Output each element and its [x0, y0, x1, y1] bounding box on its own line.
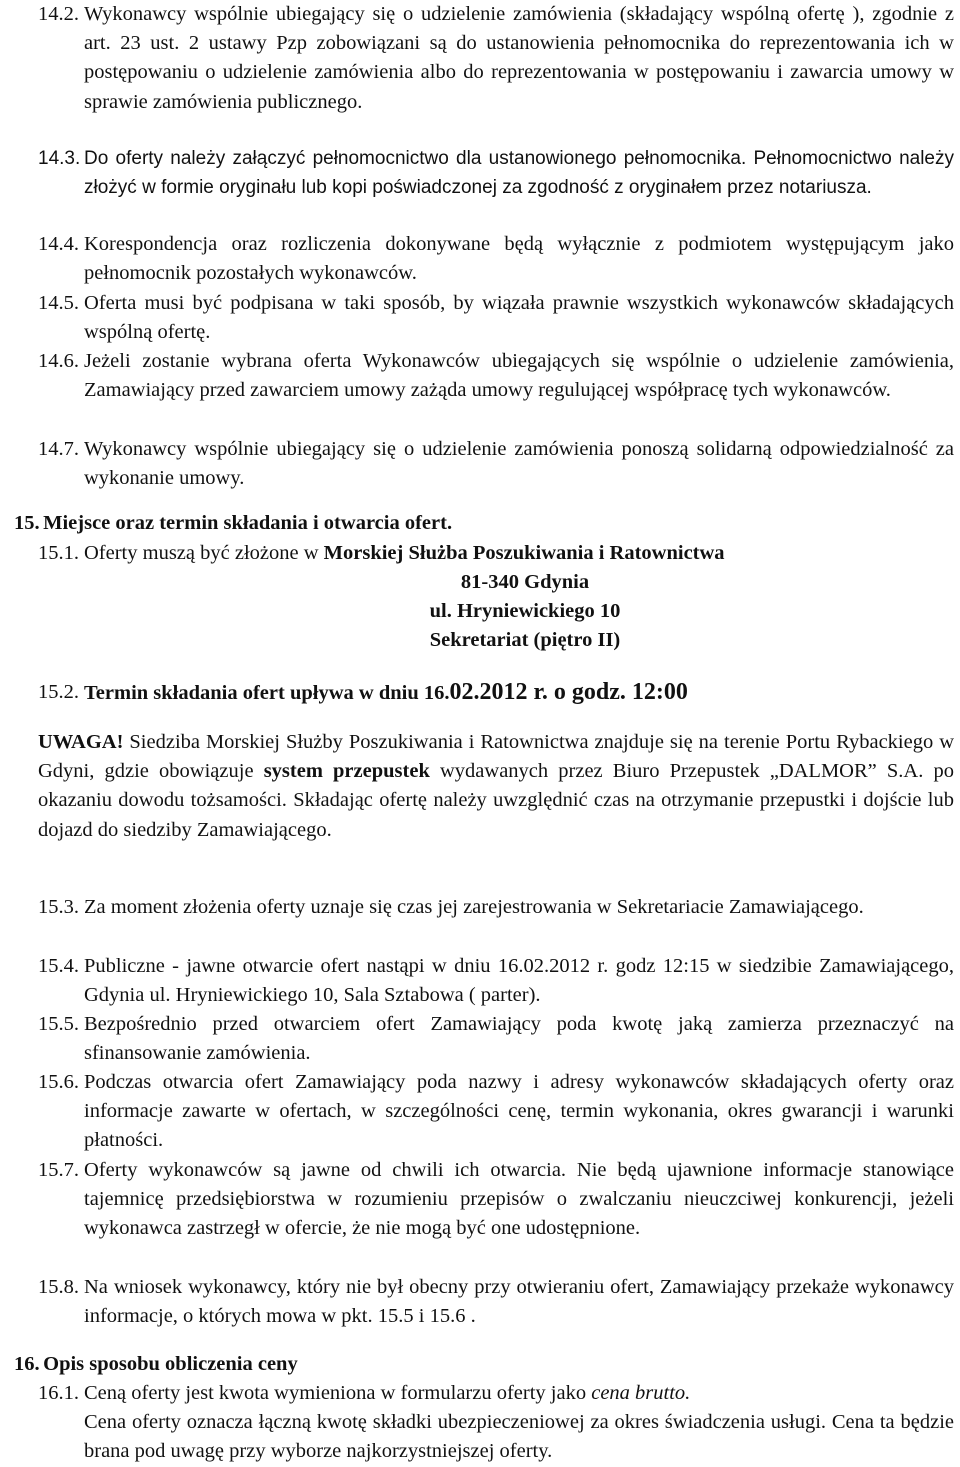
paragraph-text: Korespondencja oraz rozliczenia dokonywane będą wyłącznie z podmiotem występującym jako pełnomocnik pozostałych wykonawców.	[84, 233, 954, 285]
paragraph-15-2	[38, 678, 954, 708]
notice-text-2: wydawanych przez Biuro Przepustek „DALMOR” S.A. po okazaniu dowodu tożsamości. Składając ofertę należy uwzględnić czas na otrzymanie przepustki i dojście lub dojazd do siedziby Zamawiającego.	[38, 760, 954, 841]
paragraph-text: Wykonawcy wspólnie ubiegający się o udzielenie zamówienia ponoszą solidarną odpowiedzialność za wykonanie umowy.	[84, 438, 954, 490]
paragraph-14-5	[38, 289, 954, 347]
address-street: ul. Hryniewickiego 10	[429, 600, 621, 622]
paragraph-16-1	[38, 1379, 954, 1467]
notice-label: UWAGA!	[38, 731, 124, 753]
paragraph-text: Publiczne - jawne otwarcie ofert nastąpi w dniu 16.02.2012 r. godz 12:15 w siedzibie Zamawiającego, Gdynia ul. Hryniewickiego 10, Sala Sztabowa ( parter).	[84, 955, 954, 1007]
paragraph-number: 15.8.	[38, 1276, 79, 1298]
paragraph-text: Oferta musi być podpisana w taki sposób, by wiązała prawnie wszystkich wykonawców składających wspólną ofertę.	[84, 292, 954, 344]
section-number: 15.	[14, 512, 40, 534]
notice-paragraph	[38, 728, 954, 845]
paragraph-number: 15.7.	[38, 1159, 79, 1181]
paragraph-text-lead: Oferty muszą być złożone w	[84, 542, 324, 564]
paragraph-number: 14.5.	[38, 292, 79, 314]
paragraph-number: 14.3.	[38, 148, 81, 169]
paragraph-number: 15.3.	[38, 896, 79, 918]
paragraph-14-4	[38, 230, 954, 288]
price-text-1: Ceną oferty jest kwota wymieniona w formularzu oferty jako	[84, 1382, 592, 1404]
paragraph-text: Na wniosek wykonawcy, który nie był obecny przy otwieraniu ofert, Zamawiający przekaże wykonawcy informacje, o których mowa w pkt. 15.5 i 15.6 .	[84, 1276, 954, 1328]
paragraph-number: 15.1.	[38, 542, 79, 564]
paragraph-number: 15.4.	[38, 955, 79, 977]
paragraph-text: Za moment złożenia oferty uznaje się czas jej zarejestrowania w Sekretariacie Zamawiającego.	[84, 896, 864, 918]
paragraph-text: Wykonawcy wspólnie ubiegający się o udzielenie zamówienia (składający wspólną ofertę ), zgodnie z art. 23 ust. 2 ustawy Pzp zobowiązani są do ustanowienia pełnomocnika do reprezentowania ich w postępowaniu o udzielenie zamówienia albo do reprezentowania w postępowaniu i zawarcia umowy w sprawie zamówienia publicznego.	[84, 3, 954, 113]
address-room: Sekretariat (piętro II)	[429, 629, 621, 651]
paragraph-text: Oferty wykonawców są jawne od chwili ich otwarcia. Nie będą ujawnione informacje stanowiące tajemnicę przedsiębiorstwa w rozumieniu przepisów o zwalczaniu nieuczciwej konkurencji, jeżeli wykonawca zastrzegł w ofercie, że nie mogą być one udostępnione.	[84, 1159, 954, 1240]
section-number: 16.	[14, 1353, 40, 1375]
paragraph-text: Do oferty należy załączyć pełnomocnictwo dla ustanowionego pełnomocnika. Pełnomocnictwo należy złożyć w formie oryginału lub kopi poświadczonej za zgodność z oryginałem przez notariusza.	[84, 148, 954, 199]
deadline-date: 02.2012 r. o godz. 12:00	[449, 679, 688, 705]
paragraph-number: 15.2.	[38, 681, 79, 703]
price-text-2: Cena oferty oznacza łączną kwotę składki ubezpieczeniowej za okres świadczenia usługi. Cena ta będzie brana pod uwagę przy wyborze najkorzystniejszej oferty.	[84, 1411, 954, 1463]
section-title: Miejsce oraz termin składania i otwarcia ofert.	[43, 512, 453, 534]
paragraph-15-3	[38, 893, 954, 922]
paragraph-15-7	[38, 1156, 954, 1244]
paragraph-number: 15.6.	[38, 1071, 79, 1093]
section-title: Opis sposobu obliczenia ceny	[43, 1353, 298, 1375]
paragraph-15-8	[38, 1273, 954, 1331]
paragraph-text: Jeżeli zostanie wybrana oferta Wykonawców ubiegających się wspólnie o udzielenie zamówienia, Zamawiający przed zawarciem umowy zażąda umowy regulującej współpracę tych wykonawców.	[84, 350, 954, 402]
section-heading-15	[14, 509, 452, 538]
paragraph-14-3	[38, 144, 954, 202]
section-heading-16	[14, 1350, 298, 1379]
paragraph-14-2	[38, 0, 954, 117]
notice-bold: system przepustek	[263, 760, 430, 783]
paragraph-text	[84, 1379, 954, 1467]
paragraph-number: 14.7.	[38, 438, 79, 460]
price-term: cena brutto.	[591, 1382, 691, 1404]
deadline-text: Termin składania ofert upływa w dniu 16.	[84, 682, 450, 704]
paragraph-text	[84, 678, 954, 708]
address-institution: Morskiej Służba Poszukiwania i Ratownictwa	[323, 542, 725, 564]
paragraph-text: Podczas otwarcia ofert Zamawiający poda nazwy i adresy wykonawców składających oferty oraz informacje zawarte w ofertach, w szczególności cenę, termin wykonania, okres gwarancji i warunki płatności.	[84, 1071, 954, 1152]
paragraph-15-6	[38, 1068, 954, 1156]
paragraph-number: 14.6.	[38, 350, 79, 372]
paragraph-text: Bezpośrednio przed otwarciem ofert Zamawiający poda kwotę jaką zamierza przeznaczyć na sfinansowanie zamówienia.	[84, 1013, 954, 1065]
paragraph-15-4	[38, 952, 954, 1010]
paragraph-number: 16.1.	[38, 1382, 79, 1404]
paragraph-number: 14.2.	[38, 3, 79, 25]
paragraph-number: 14.4.	[38, 233, 79, 255]
paragraph-text	[84, 539, 954, 568]
paragraph-14-6	[38, 347, 954, 405]
paragraph-14-7	[38, 435, 954, 493]
paragraph-15-5	[38, 1010, 954, 1068]
address-city: 81-340 Gdynia	[460, 571, 590, 593]
notice-text-1: Siedziba Morskiej Służby Poszukiwania i Ratownictwa znajduje się na terenie Portu Rybackiego w Gdyni, gdzie obowiązuje	[38, 731, 954, 783]
paragraph-15-1	[38, 539, 954, 568]
paragraph-number: 15.5.	[38, 1013, 79, 1035]
